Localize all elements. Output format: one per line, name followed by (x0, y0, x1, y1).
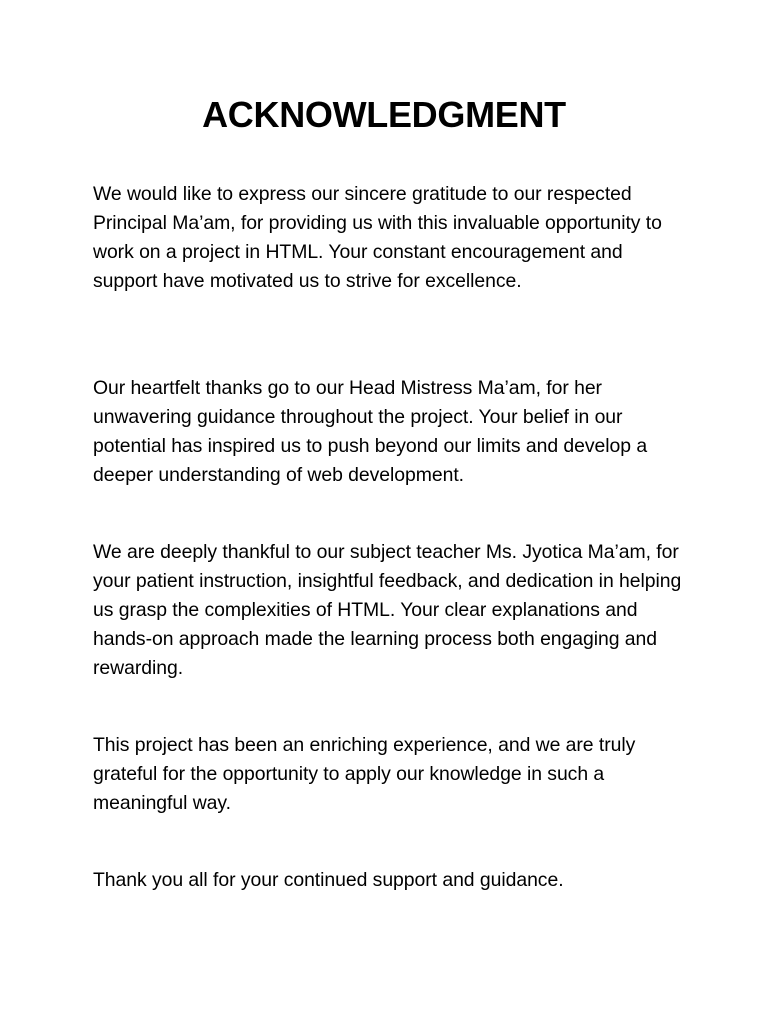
paragraph-head-mistress: Our heartfelt thanks go to our Head Mistress Ma’am, for her unwavering guidance throughout the project. Your belief in our potential has inspired us to push beyond our limits and develop a deeper understanding of web development. (93, 377, 648, 487)
paragraph-subject-teacher: We are deeply thankful to our subject teacher Ms. Jyotica Ma’am, for your patient instruction, insightful feedback, and dedication in helping us grasp the complexities of HTML. Your clear explanations and hands-on approach made the learning process both engaging and rewarding. (93, 541, 682, 680)
page-title: ACKNOWLEDGMENT (202, 94, 566, 135)
paragraph-thanks: Thank you all for your continued support and guidance. (93, 869, 564, 891)
paragraph-principal: We would like to express our sincere gratitude to our respected Principal Ma’am, for providing us with this invaluable opportunity to work on a project in HTML. Your constant encouragement and support have motivated us to strive for excellence. (93, 183, 662, 293)
paragraph-experience: This project has been an enriching experience, and we are truly grateful for the opportunity to apply our knowledge in such a meaningful way. (93, 734, 636, 815)
